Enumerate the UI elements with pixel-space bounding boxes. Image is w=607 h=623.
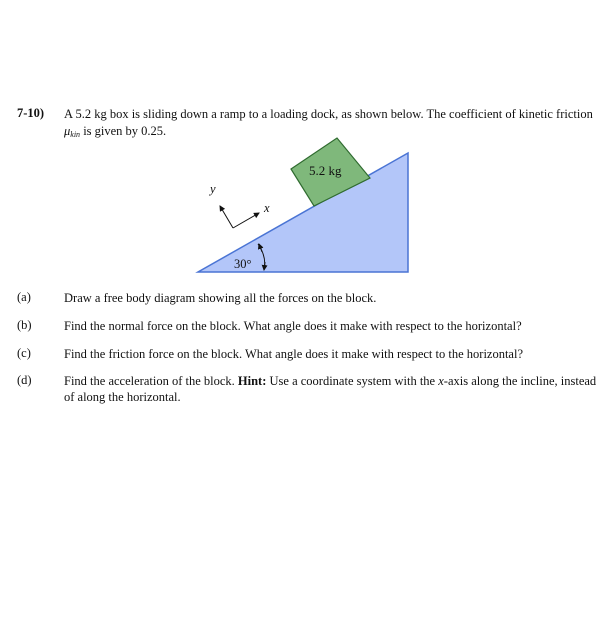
box-mass-label: 5.2 kg — [309, 163, 342, 178]
problem-stem-text-1: A 5.2 kg box is sliding down a ramp to a loading dock, as shown below. The coefficient of kinetic friction — [64, 107, 593, 121]
part-d-text — [64, 373, 599, 405]
part-a-text: Draw a free body diagram showing all the forces on the block. — [64, 291, 377, 305]
part-d-hint-label: Hint: — [237, 374, 267, 388]
part-d-text-1: Find the acceleration of the block. — [64, 374, 238, 388]
problem-stem-text-2: is given by 0.25. — [80, 124, 167, 138]
part-c-text: Find the friction force on the block. What angle does it make with respect to the horizontal? — [64, 347, 524, 361]
mu-subscript: kin — [70, 130, 81, 139]
part-d-text-2: Use a coordinate system with the — [266, 374, 439, 388]
part-c-label: (c) — [17, 346, 31, 360]
y-axis-arrow — [220, 206, 233, 228]
part-d-label: (d) — [17, 373, 32, 387]
y-axis-label: y — [210, 182, 216, 196]
x-axis-label: x — [264, 201, 270, 215]
mu-symbol: μ — [64, 124, 71, 138]
part-b-text: Find the normal force on the block. What angle does it make with respect to the horizontal? — [64, 319, 522, 333]
part-d-text-3: -axis along the incline, instead of along the horizontal. — [64, 374, 597, 404]
part-b-label: (b) — [17, 318, 32, 332]
problem-number: 7-10) — [17, 106, 45, 120]
part-a-label: (a) — [17, 290, 31, 304]
x-axis-arrow — [233, 213, 259, 228]
part-d-x-var: x — [438, 374, 444, 388]
angle-label: 30° — [234, 257, 252, 271]
